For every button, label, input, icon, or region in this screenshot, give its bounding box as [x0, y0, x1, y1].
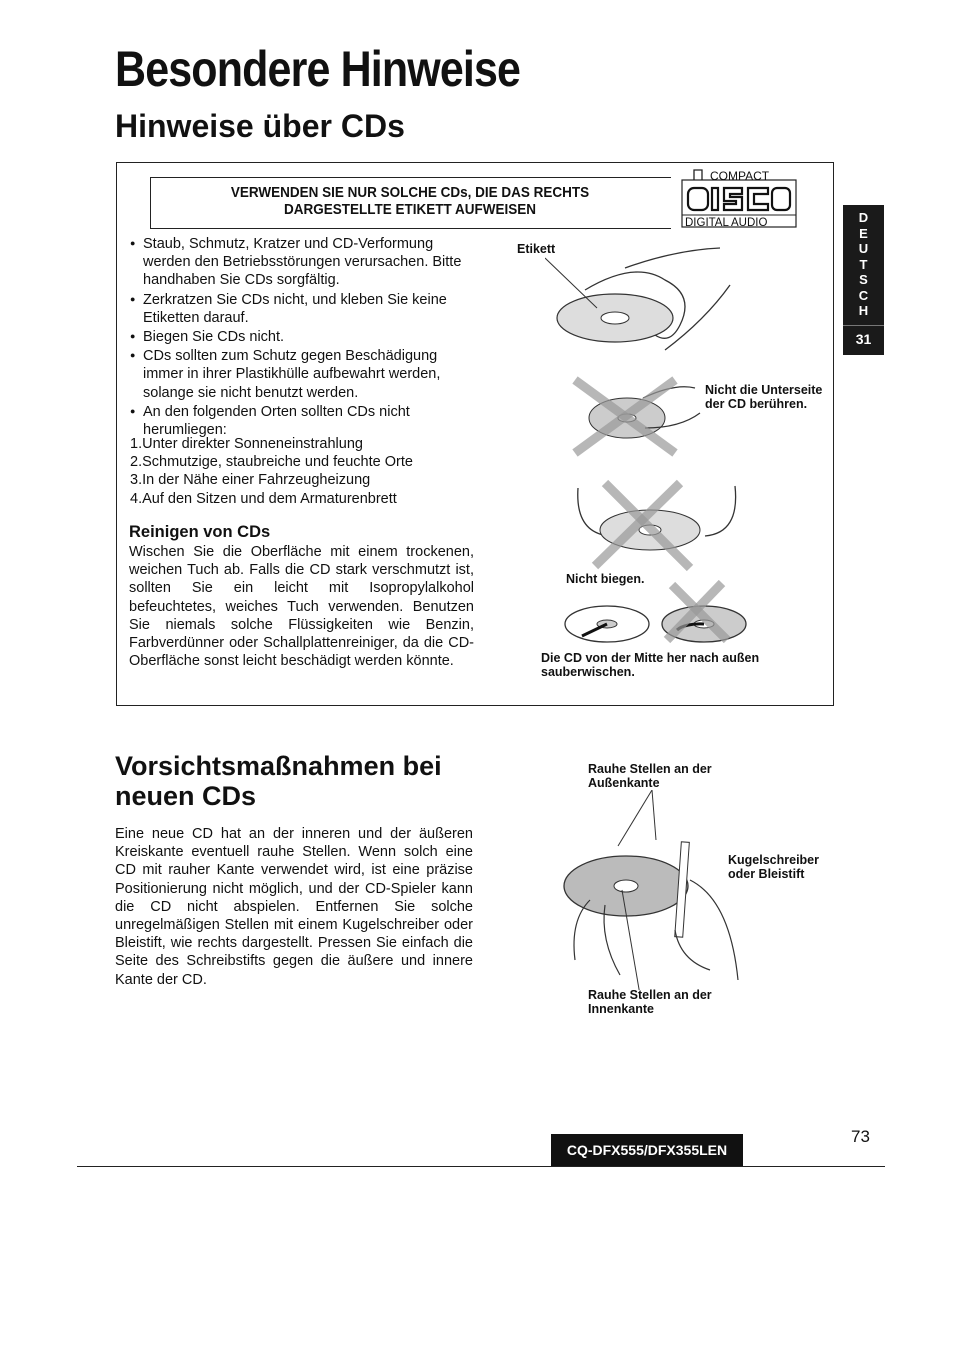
do-not-bend-illustration [570, 478, 740, 573]
caption-etikett: Etikett [517, 242, 556, 256]
list-item: 2.Schmutzige, staubreiche und feuchte Orte [130, 454, 413, 471]
page-number: 73 [851, 1127, 870, 1146]
tab-letter: S [859, 272, 868, 287]
section-title-new-cds: Vorsichtsmaßnahmen bei neuen CDs [115, 751, 442, 811]
caption-do-not-bend: Nicht biegen. [566, 572, 645, 586]
list-item: ● Biegen Sie CDs nicht. [130, 327, 475, 346]
list-item: 1.Unter direkter Sonneneinstrahlung [130, 436, 363, 452]
caption-inner-edge: Rauhe Stellen an der Innenkante [588, 988, 712, 1016]
tab-divider [843, 325, 884, 326]
do-not-touch-illustration [565, 368, 705, 463]
caption-do-not-touch: Nicht die Unterseite der CD berühren. [705, 383, 823, 411]
tab-page-number: 31 [855, 331, 872, 347]
list-item: 4.Auf den Sitzen und dem Armaturenbrett [130, 490, 397, 507]
list-item: 3.In der Nähe einer Fahrzeugheizung [130, 472, 371, 489]
list-item: ● An den folgenden Orten sollten CDs nicht herumliegen: [130, 402, 475, 439]
language-tab [843, 205, 884, 355]
cd-handling-list [130, 234, 475, 439]
tab-letter: U [858, 241, 869, 256]
tab-letter: C [858, 287, 869, 303]
list-item: ● CDs sollten zum Schutz gegen Beschädigung immer in ihrer Plastikhülle aufbewahrt werden, solange sie nicht benutzt werden. [130, 346, 475, 402]
new-cds-text: Eine neue CD hat an der inneren und der äußeren Kreiskante eventuell rauhe Stellen. Wenn solch eine CD mit rauher Kante verwendet wird, ist eine präzise Positionierung nicht möglich, und der CD-Spieler kann die CD nicht abspielen. Entfernen Sie solche unregelmäßigen Stellen mit einem Kugelschreiber oder Bleistift, wie rechts dargestellt. Pressen Sie einfach die Seite des Schreibstifts gegen die äußere und innere Kante der CD. [115, 826, 473, 988]
tab-letter: T [859, 256, 868, 272]
places-list [130, 435, 475, 508]
list-item: ● Staub, Schmutz, Kratzer und CD-Verformung werden den Betriebsstörungen verursachen. Bitte handhaben Sie CDs sorgfältig. [130, 234, 475, 290]
pen-deburring-illustration [560, 790, 750, 990]
tab-letter: E [859, 225, 868, 241]
wipe-direction-illustration [562, 580, 752, 645]
tab-letter: D [858, 210, 869, 225]
footer-divider [77, 1166, 885, 1167]
compact-disc-logo [680, 166, 798, 228]
caption-outer-edge: Rauhe Stellen an der Außenkante [588, 762, 712, 790]
page-title: Besondere Hinweise [115, 41, 521, 97]
logo-compact: COMPACT [710, 169, 770, 183]
section-title-cds: Hinweise über CDs [115, 108, 405, 144]
list-item: ● Zerkratzen Sie CDs nicht, und kleben Sie keine Etiketten darauf. [130, 290, 475, 327]
language-tab-letters [843, 210, 884, 319]
warning-text: VERWENDEN SIE NUR SOLCHE CDs, DIE DAS RECHTS DARGESTELLTE ETIKETT AUFWEISEN [230, 184, 590, 218]
hand-holding-cd-illustration [545, 240, 745, 360]
tab-letter: H [858, 303, 869, 318]
model-badge: CQ-DFX555/DFX355LEN [551, 1134, 743, 1166]
cleaning-heading: Reinigen von CDs [129, 523, 271, 541]
caption-pen: Kugelschreiber oder Bleistift [728, 853, 820, 881]
caption-wipe: Die CD von der Mitte her nach außen sauberwischen. [541, 651, 760, 679]
cleaning-text: Wischen Sie die Oberfläche mit einem trockenen, weichen Tuch ab. Falls die CD stark verschmutzt ist, sollten Sie ein leicht mit Isopropylalkohol befeuchtetes, weiches Tuch verwenden. Benutzen Sie niemals solche Flüssigkeiten wie Benzin, Farbverdünner oder Schallplattenreiniger, da die CD-Oberfläche sonst leicht beschädigt werden könnte. [129, 544, 474, 670]
logo-digital-audio: DIGITAL AUDIO [685, 217, 768, 228]
